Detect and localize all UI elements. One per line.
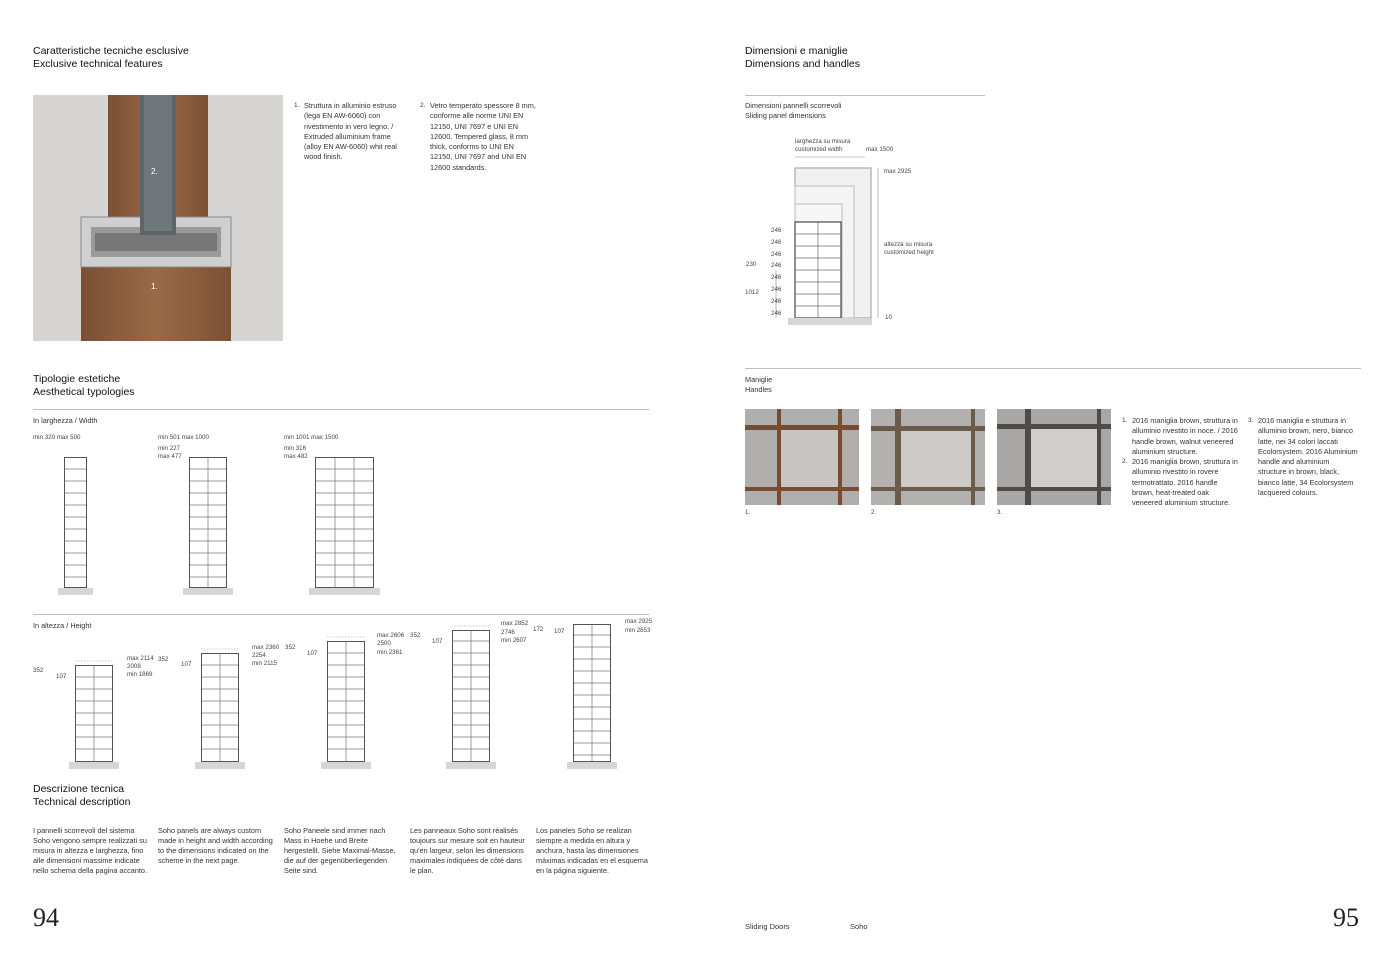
handle-caption-1: 1. 2016 maniglia brown, struttura in alluminio rivestito in noce. / 2016 handle brown, walnut veneered aluminium structure. [1122, 416, 1238, 456]
dim-left: 352 [158, 656, 169, 663]
width-range-2: min 501 max 1000 [158, 434, 209, 441]
page-number-left: 94 [33, 903, 59, 932]
footer-product: Soho [850, 922, 868, 931]
height-label: In altezza / Height [33, 621, 92, 630]
page-number-right: 95 [1333, 903, 1359, 932]
handle-captions-b [1248, 416, 1358, 498]
description-en: Soho panels are always custom made in height and width according to the dimensions indicated on the scheme in the next page. [158, 826, 273, 865]
photo-label-1: 1. [151, 282, 158, 291]
width-min-3: min 316 [284, 445, 307, 452]
description-heading: Descrizione tecnica Technical description [33, 783, 131, 808]
row-dimensions: 246 246 246 246 246 246 246 246 [771, 227, 782, 317]
max-height-label: max 2925 [884, 168, 912, 175]
width-range-3: min 1001 max 1500 [284, 434, 339, 441]
dim-mid: 2500 [377, 640, 391, 647]
height-door-grid [0, 0, 700, 770]
dim-max: max 2114 [127, 655, 154, 662]
handle-photo-1 [745, 409, 859, 505]
sliding-panel-diagram [740, 150, 900, 330]
divider [745, 95, 985, 96]
dim-mid: 2746 [501, 629, 515, 636]
dim-min: min 2361 [377, 649, 403, 656]
handle-photo-2 [871, 409, 985, 505]
description-es: Los paneles Soho se realizan siempre a medida en altura y anchura, hasta las dimensiones máximas indicadas en el esquema en la página siguiente. [536, 826, 648, 875]
width-max-3: max 482 [284, 453, 308, 460]
handle-photo-label-2: 2. [871, 509, 877, 516]
handle-photo-label-3: 3. [997, 509, 1003, 516]
features-heading: Caratteristiche tecniche esclusive Exclusive technical features [33, 45, 189, 70]
description-de: Soho Paneele sind immer nach Mass in Hoehe und Breite hergestellt. Siehe Maximal-Masse, die auf der gegenüberliegenden Seite sind. [284, 826, 396, 875]
dim-gap: 107 [432, 638, 443, 645]
bottom-gap-label: 10 [885, 314, 892, 321]
left-dim-b: 1012 [745, 289, 759, 296]
dim-mid: 2254 [252, 652, 266, 659]
handle-caption-2: 2. 2016 maniglia brown, struttura in alluminio rivestito in rovere termotrattato. 2016 handle brown, heat-treated oak veneered aluminium structure. [1122, 457, 1238, 508]
handle-caption-3: 3. 2016 maniglia e struttura in alluminio brown, nero, bianco latte, nei 34 colori laccati Ecolorsystem. 2016 Aluminium handle and aluminium structure in brown, black, bianco latte, 34 Ecolorsystem lacquered colours. [1248, 416, 1358, 498]
dim-max: max 2606 [377, 632, 405, 639]
dim-left: 352 [33, 667, 44, 674]
dim-gap: 107 [181, 661, 192, 668]
max-width-label: max 1500 [866, 146, 894, 153]
feature-caption-1: 1. Struttura in alluminio estruso (lega EN AW-6060) con rivestimento in vero legno. / Extruded alluminium frame (alloy EN AW-6060) whit real wood finish. [294, 101, 397, 162]
handle-photo-3 [997, 409, 1111, 505]
photo-label-2: 2. [151, 167, 158, 176]
divider [745, 368, 1361, 369]
feature-caption-2: 2. Vetro temperato spessore 8 mm, conforme alle norme UNI EN 12150, UNI 7697 e UNI EN 12600. Tempered glass, 8 mm thick, conforms to UNI EN 12150, UNI 7697 and UNI EN 12600 standards. [420, 101, 536, 172]
dim-min: min 2607 [501, 637, 527, 644]
dim-min: min 1869 [127, 671, 153, 678]
dim-mid: 2008 [127, 663, 141, 670]
description-it: I pannelli scorrevoli del sistema Soho vengono sempre realizzati su misura in altezza e larghezza, fino alle dimensioni massime indicate nello schema della pagina accanto. [33, 826, 147, 875]
handle-photo-label-1: 1. [745, 509, 751, 516]
handles-heading: Maniglie Handles [745, 375, 773, 394]
typologies-heading: Tipologie estetiche Aesthetical typologies [33, 373, 135, 398]
dim-max: max 2852 [501, 620, 529, 627]
dim-left: 352 [285, 644, 296, 651]
dim-gap: 107 [56, 673, 67, 680]
customized-width-label: larghezza su misura customized width [795, 138, 851, 153]
handle-captions-a [1122, 416, 1238, 509]
dim-max: max 2925 [625, 618, 653, 625]
dim-gap: 107 [554, 628, 565, 635]
dim-min: min 2853 [625, 627, 651, 634]
dimensions-heading: Dimensioni e maniglie Dimensions and handles [745, 45, 860, 70]
customized-height-label: altezza su misura customized height [884, 241, 934, 256]
width-min-2: min 227 [158, 445, 181, 452]
width-max-2: max 477 [158, 453, 182, 460]
dim-max: max 2360 [252, 644, 280, 651]
dim-gap: 107 [307, 650, 318, 657]
left-dim-a: 230 [746, 261, 757, 268]
width-label: In larghezza / Width [33, 416, 98, 425]
footer-section: Sliding Doors [745, 922, 790, 931]
dim-min: min 2115 [252, 660, 277, 667]
sliding-panel-subheading: Dimensioni pannelli scorrevoli Sliding panel dimensions [745, 101, 842, 120]
width-range-1: min 320 max 500 [33, 434, 81, 441]
dim-left: 352 [410, 632, 421, 639]
description-fr: Les panneaux Soho sont réalisés toujours sur mesure soit en hauteur qu'en largeur, selon les dimensions maximales indiquées de côté dans le plan. [410, 826, 525, 875]
dim-left: 172 [533, 626, 544, 633]
